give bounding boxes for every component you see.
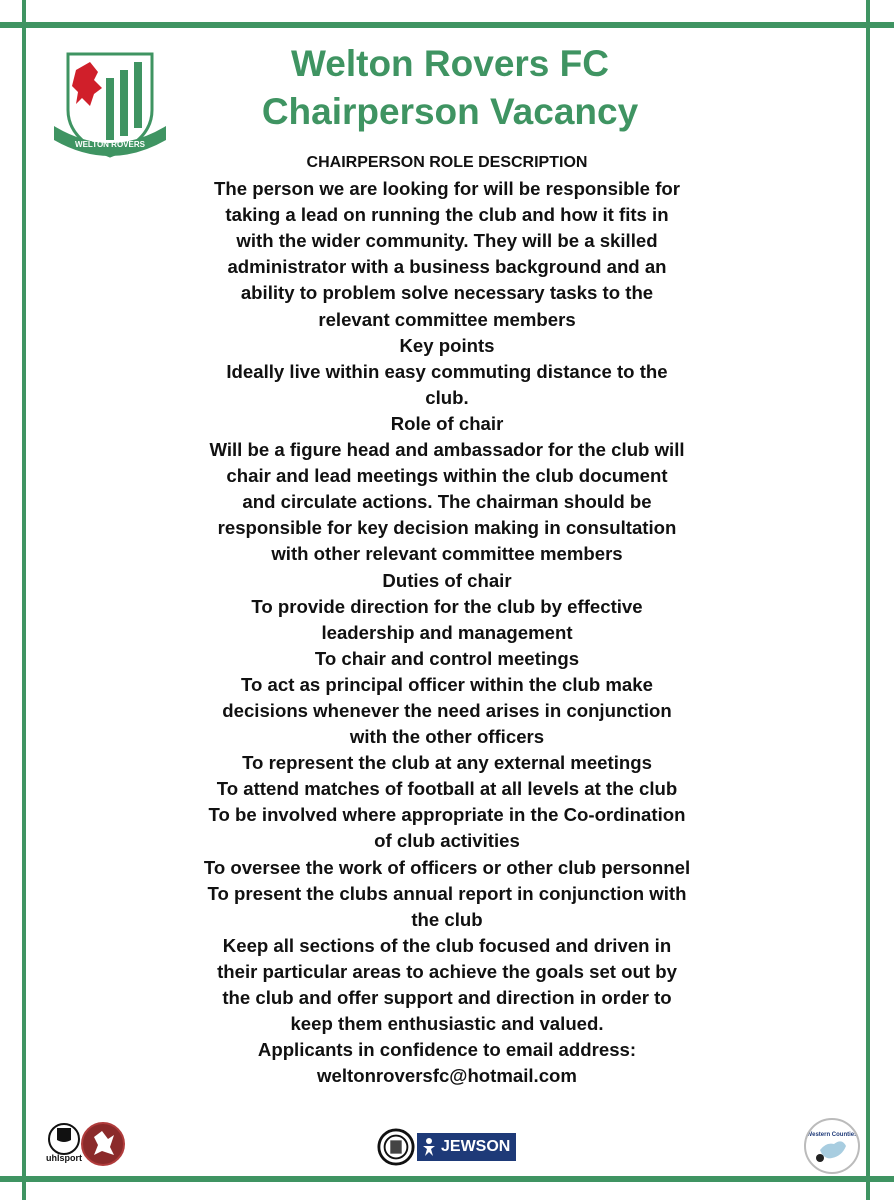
frame-bottom-line bbox=[0, 1176, 894, 1182]
body-line: leadership and management bbox=[321, 621, 573, 643]
page-title-line-1: Welton Rovers FC bbox=[291, 43, 609, 84]
body-line: responsible for key decision making in consultation bbox=[217, 517, 677, 539]
body-line: decisions whenever the need arises in conjunction bbox=[222, 699, 672, 721]
body-line: relevant committee members bbox=[318, 308, 576, 330]
body-line: To attend matches of football at all levels at the club bbox=[216, 778, 678, 800]
partner-crest-icon bbox=[80, 1121, 126, 1167]
body-line: with the other officers bbox=[349, 726, 545, 748]
western-counties-logo bbox=[804, 1118, 860, 1174]
body-line: To chair and control meetings bbox=[314, 647, 580, 669]
body-line: To oversee the work of officers or other club personnel bbox=[203, 856, 691, 878]
body-line: chair and lead meetings within the club document bbox=[226, 465, 668, 487]
frame-right-line bbox=[866, 0, 870, 1200]
body-line: the club bbox=[411, 908, 483, 930]
body-line: and circulate actions. The chairman should be bbox=[242, 491, 652, 513]
section-heading: Duties of chair bbox=[382, 569, 512, 591]
body-line: administrator with a business background and an bbox=[227, 256, 667, 278]
body-line: with the wider community. They will be a skilled bbox=[236, 230, 658, 252]
frame-left-line bbox=[22, 0, 26, 1200]
body-line: The person we are looking for will be responsible for bbox=[214, 178, 680, 200]
uhlsport-logo-icon bbox=[47, 1122, 81, 1156]
league-badge-icon bbox=[377, 1128, 415, 1166]
welton-rovers-crest-icon bbox=[50, 48, 170, 160]
body-line: keep them enthusiastic and valued. bbox=[290, 1013, 604, 1035]
body-line: Keep all sections of the club focused and driven in bbox=[222, 934, 672, 956]
role-description bbox=[160, 150, 734, 1089]
jewson-logo bbox=[417, 1133, 516, 1161]
crest-text: WELTON ROVERS bbox=[75, 140, 145, 149]
body-line: ability to problem solve necessary tasks to the bbox=[240, 282, 654, 304]
body-line: To act as principal officer within the club make bbox=[241, 673, 653, 695]
contact-email: weltonroversfc@hotmail.com bbox=[317, 1065, 577, 1087]
body-line: taking a lead on running the club and how it fits in bbox=[225, 204, 669, 226]
body-line: Applicants in confidence to email address: bbox=[257, 1039, 637, 1061]
body-line: Ideally live within easy commuting distance to the bbox=[226, 360, 668, 382]
league-label: Western Counties bbox=[806, 1132, 858, 1138]
body-line: the club and offer support and direction in order to bbox=[222, 987, 672, 1008]
uhlsport-label: uhlsport bbox=[46, 1153, 82, 1163]
body-line: To present the clubs annual report in conjunction with bbox=[207, 882, 687, 904]
body-line: of club activities bbox=[374, 830, 520, 852]
frame-top-line bbox=[0, 22, 894, 28]
body-line: To represent the club at any external meetings bbox=[242, 752, 652, 774]
section-heading: Key points bbox=[399, 334, 495, 356]
jewson-label: JEWSON bbox=[441, 1138, 511, 1155]
body-line: CHAIRPERSON ROLE DESCRIPTION bbox=[306, 154, 588, 171]
body-line: their particular areas to achieve the goals set out by bbox=[217, 960, 677, 982]
page-title-line-2: Chairperson Vacancy bbox=[261, 91, 639, 132]
body-line: To provide direction for the club by effective bbox=[251, 595, 643, 617]
jewson-figure-icon bbox=[421, 1137, 437, 1157]
body-line: To be involved where appropriate in the Co-ordination bbox=[208, 804, 686, 826]
body-line: Will be a figure head and ambassador for the club will bbox=[209, 439, 685, 461]
section-heading: Role of chair bbox=[390, 412, 504, 434]
body-line: club. bbox=[425, 386, 469, 408]
body-line: with other relevant committee members bbox=[271, 543, 623, 565]
league-map-icon bbox=[806, 1120, 858, 1172]
